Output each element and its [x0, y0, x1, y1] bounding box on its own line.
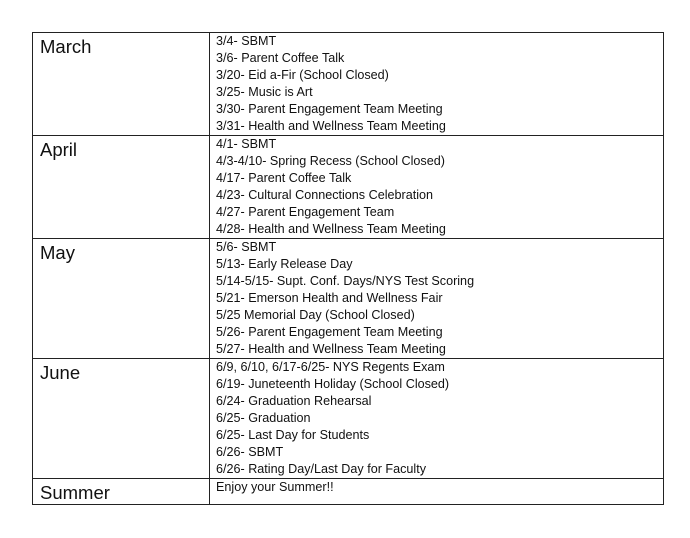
- month-label: June: [33, 359, 210, 479]
- month-row-june: [33, 359, 664, 479]
- event-list: [210, 479, 664, 505]
- month-label: Summer: [33, 479, 210, 505]
- event-item: 5/21- Emerson Health and Wellness Fair: [216, 291, 443, 305]
- event-item: 4/1- SBMT: [216, 137, 277, 151]
- event-list: [210, 239, 664, 359]
- event-item: 5/14-5/15- Supt. Conf. Days/NYS Test Scoring: [216, 274, 475, 288]
- event-item: 3/25- Music is Art: [216, 85, 313, 99]
- month-row-april: [33, 136, 664, 239]
- event-item: 3/31- Health and Wellness Team Meeting: [216, 119, 446, 133]
- month-label: May: [33, 239, 210, 359]
- event-item: 5/25 Memorial Day (School Closed): [216, 308, 415, 322]
- calendar-body: [33, 33, 664, 505]
- month-label: March: [33, 33, 210, 136]
- month-row-summer: [33, 479, 664, 505]
- event-item: 5/13- Early Release Day: [216, 257, 353, 271]
- events-calendar-table: [32, 32, 664, 505]
- event-list: [210, 136, 664, 239]
- event-item: 6/26- SBMT: [216, 445, 284, 459]
- event-item: 6/26- Rating Day/Last Day for Faculty: [216, 462, 426, 476]
- event-item: 4/27- Parent Engagement Team: [216, 205, 395, 219]
- event-item: 6/25- Graduation: [216, 411, 311, 425]
- event-item: 6/9, 6/10, 6/17-6/25- NYS Regents Exam: [216, 360, 445, 374]
- event-item: 4/17- Parent Coffee Talk: [216, 171, 352, 185]
- event-item: 4/23- Cultural Connections Celebration: [216, 188, 434, 202]
- event-item: 5/27- Health and Wellness Team Meeting: [216, 342, 446, 356]
- event-item: 5/26- Parent Engagement Team Meeting: [216, 325, 443, 339]
- event-item: 3/4- SBMT: [216, 34, 277, 48]
- event-list: [210, 33, 664, 136]
- event-item: 3/20- Eid a-Fir (School Closed): [216, 68, 389, 82]
- event-item: 4/28- Health and Wellness Team Meeting: [216, 222, 446, 236]
- event-item: Enjoy your Summer!!: [216, 480, 334, 494]
- month-label: April: [33, 136, 210, 239]
- month-row-march: [33, 33, 664, 136]
- event-item: 3/30- Parent Engagement Team Meeting: [216, 102, 443, 116]
- event-item: 6/24- Graduation Rehearsal: [216, 394, 372, 408]
- event-item: 6/25- Last Day for Students: [216, 428, 370, 442]
- event-item: 4/3-4/10- Spring Recess (School Closed): [216, 154, 445, 168]
- month-row-may: [33, 239, 664, 359]
- event-list: [210, 359, 664, 479]
- event-item: 3/6- Parent Coffee Talk: [216, 51, 345, 65]
- event-item: 5/6- SBMT: [216, 240, 277, 254]
- event-item: 6/19- Juneteenth Holiday (School Closed): [216, 377, 450, 391]
